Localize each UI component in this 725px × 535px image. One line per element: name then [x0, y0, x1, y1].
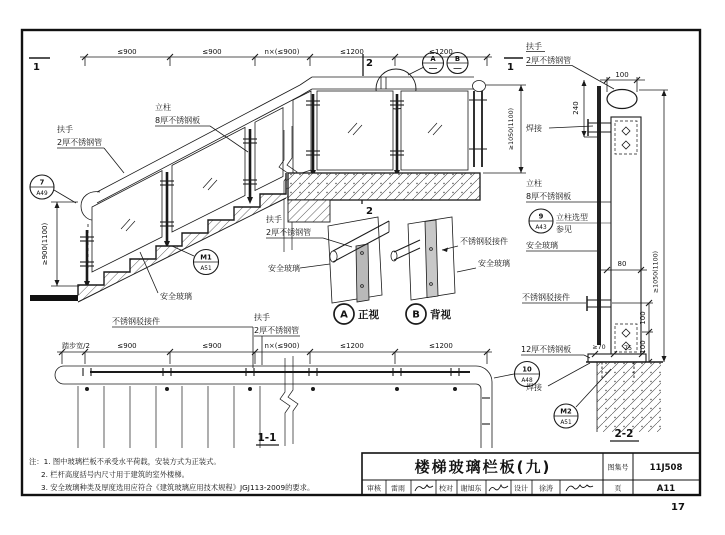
rail-label-1: 扶手 — [57, 125, 73, 134]
detail-bubble-b: B — [454, 55, 461, 63]
dim-height-left: ≥900(1100) — [41, 222, 49, 266]
s22-weld-top: 焊接 — [526, 124, 542, 133]
plan-dim-4: ≤1200 — [340, 342, 364, 350]
ref-m2-num: M2 — [560, 407, 572, 416]
checker-label: 校对 — [439, 484, 453, 493]
plan-view-label: 1-1 — [257, 432, 277, 444]
rail-label-2: 2厚不锈钢管 — [57, 138, 103, 147]
detail-a-rail-label-1: 扶手 — [266, 215, 282, 224]
s22-post-label-1: 立柱 — [526, 179, 542, 188]
plan-dim-0: 踏步宽/2 — [62, 342, 90, 350]
plan-dim-1: ≤900 — [117, 342, 137, 350]
ref-m1-num: M1 — [200, 253, 212, 262]
signature-reviewer — [415, 485, 433, 491]
s22-dim-80: 80 — [617, 260, 627, 268]
glass-label-elev: 安全玻璃 — [160, 292, 192, 301]
ref10-num: 10 — [522, 365, 532, 374]
plan-dim-2: ≤900 — [202, 342, 222, 350]
s22-dim-75: 75 — [623, 345, 633, 352]
sheet-title: 楼梯玻璃栏板(九) — [414, 458, 552, 476]
post-label-1: 立柱 — [155, 103, 171, 112]
section1-marker-left: 1 — [33, 62, 40, 73]
plan-dim-3: n×(≤900) — [264, 342, 300, 350]
s22-dim-100a: 100 — [639, 311, 647, 325]
s22-view-label: 2-2 — [614, 428, 634, 440]
detail-b-glass-label: 安全玻璃 — [478, 259, 510, 268]
dim-span-2: ≤900 — [202, 48, 222, 56]
dim-height-right: ≥1050(1100) — [508, 107, 515, 151]
plan-dim-5: ≤1200 — [429, 342, 453, 350]
s22-dim-100-top: 100 — [615, 71, 629, 79]
s22-dim-100b: 100 — [639, 340, 647, 354]
s22-connector-label: 不锈钢驳接件 — [522, 293, 570, 302]
detail-b-bubble: B — [412, 309, 420, 321]
s22-rail-label-2: 2厚不锈钢管 — [526, 56, 572, 65]
ref-m1-sheet: A51 — [200, 266, 212, 272]
detail-a-glass-label: 安全玻璃 — [268, 264, 300, 273]
note-line-3: 3. 安全玻璃种类及厚度选用应符合《建筑玻璃应用技术规程》JGJ113-2009的要求。 — [41, 483, 315, 492]
s22-dim-240: 240 — [572, 101, 580, 115]
plan-rail-label-1: 扶手 — [254, 313, 270, 322]
designer-label: 设计 — [514, 484, 528, 493]
atlas-label: 图集号 — [607, 463, 629, 472]
reviewer-name: 雷雨 — [391, 484, 405, 493]
connector-label-elev: 不锈钢驳接件 — [112, 317, 160, 326]
s22-rail-label-1: 扶手 — [526, 42, 542, 51]
section1-marker-right: 1 — [507, 62, 514, 73]
detail-b-back-view — [391, 217, 476, 324]
ref9-text-2: 参见 — [556, 225, 572, 234]
ref9-sheet: A43 — [535, 225, 547, 231]
detail-a-rail-label-2: 2厚不锈钢管 — [266, 228, 312, 237]
plan-rail-label-2: 2厚不锈钢管 — [254, 326, 300, 335]
atlas-number: 11J508 — [649, 463, 683, 473]
page-number: 17 — [671, 502, 685, 513]
s22-dim-70: ≥70 — [592, 344, 606, 351]
s22-weld-bottom: 焊接 — [526, 383, 542, 392]
designer-name: 徐涛 — [539, 484, 553, 493]
s22-post-label-2: 8厚不锈钢板 — [526, 192, 572, 201]
s22-plate-label: 12厚不锈钢板 — [521, 345, 572, 354]
section2-marker-top: 2 — [366, 58, 373, 69]
ref7-sheet: A49 — [36, 191, 48, 197]
ref10-sheet: A48 — [521, 378, 533, 384]
detail-a-bubble: A — [340, 309, 348, 321]
page-code: A11 — [656, 484, 676, 494]
ref7-num: 7 — [39, 178, 45, 187]
ref9-num: 9 — [538, 212, 544, 221]
dim-span-5: ≤1200 — [429, 48, 453, 56]
signature-checker — [489, 485, 508, 491]
s22-glass-label: 安全玻璃 — [526, 241, 558, 250]
detail-bubble-a: A — [430, 55, 436, 63]
detail-b-title: 背视 — [430, 309, 451, 321]
ref-m2-sheet: A51 — [560, 420, 572, 426]
s22-dim-height: ≥1050(1100) — [652, 250, 660, 294]
stair-elevation-view — [29, 53, 526, 369]
detail-b-connector-label: 不锈钢驳接件 — [460, 237, 508, 246]
dim-span-4: ≤1200 — [340, 48, 364, 56]
dim-span-3: n×(≤900) — [264, 48, 300, 56]
ref9-text-1: 立柱选型 — [556, 213, 588, 222]
section2-marker-bottom: 2 — [366, 206, 373, 217]
plan-view-1-1 — [55, 336, 540, 448]
post-label-2: 8厚不锈钢板 — [155, 116, 201, 125]
dim-span-1: ≤900 — [117, 48, 137, 56]
note-line-1: 注：1. 图中玻璃栏板不承受水平荷载，安装方式为正装式。 — [29, 457, 221, 466]
checker-name: 谢旭东 — [460, 484, 482, 493]
reviewer-label: 审核 — [367, 484, 381, 493]
page-label: 页 — [614, 484, 622, 493]
signature-designer — [566, 485, 593, 491]
note-line-2: 2. 栏杆高度括号内尺寸用于建筑的室外楼梯。 — [41, 470, 189, 479]
detail-a-title: 正视 — [358, 309, 379, 321]
